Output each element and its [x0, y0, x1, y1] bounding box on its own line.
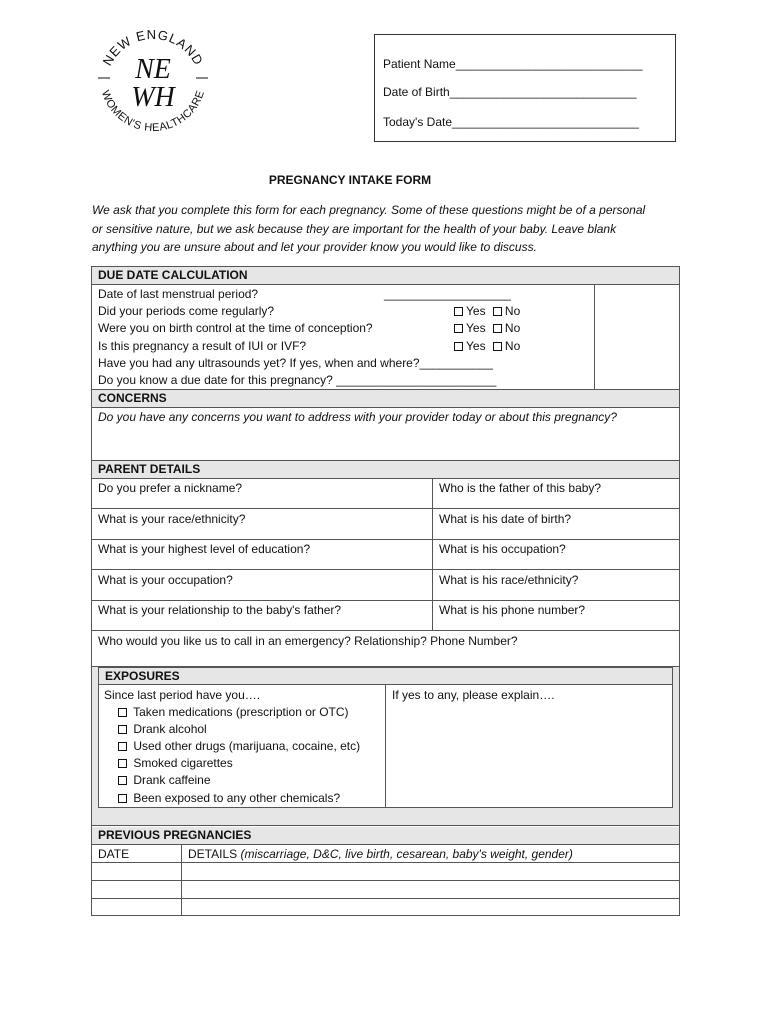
father-occupation-question[interactable]: What is his occupation? [439, 542, 566, 556]
iui-no-checkbox[interactable] [493, 342, 502, 351]
parent-details-header: PARENT DETAILS [92, 461, 679, 478]
iui-yes-checkbox[interactable] [454, 342, 463, 351]
exposure-label: Taken medications (prescription or OTC) [133, 705, 349, 719]
form-title: PREGNANCY INTAKE FORM [268, 173, 432, 187]
cigarettes-checkbox[interactable] [118, 759, 127, 768]
iui-ivf-options [448, 338, 520, 354]
exposure-label: Smoked cigarettes [133, 756, 233, 770]
regular-yes-checkbox[interactable] [454, 307, 463, 316]
education-question[interactable]: What is your highest level of education? [98, 542, 311, 556]
previous-date-cell[interactable] [92, 863, 181, 880]
iui-ivf-question: Is this pregnancy a result of IUI or IVF? [98, 339, 307, 353]
drugs-checkbox[interactable] [118, 742, 127, 751]
exposures-intro: Since last period have you…. [104, 688, 261, 702]
date-of-birth-field[interactable]: Date of Birth____________________________ [383, 85, 637, 99]
intro-line: or sensitive nature, but we ask because they are important for the health of your baby. Leave blank [92, 221, 617, 236]
previous-details-cell[interactable] [182, 899, 679, 915]
intro-line: anything you are unsure about and let your provider know you would like to discuss. [92, 240, 537, 254]
exposures-header: EXPOSURES [99, 668, 672, 684]
regular-no-checkbox[interactable] [493, 307, 502, 316]
no-label: No [504, 321, 521, 335]
yes-label: Yes [466, 321, 486, 335]
exposure-label: Drank alcohol [133, 722, 207, 736]
exposures-explain[interactable]: If yes to any, please explain…. [392, 688, 555, 702]
logo-monogram-bottom: WH [131, 82, 175, 113]
birth-control-no-checkbox[interactable] [493, 324, 502, 333]
patient-info-box [374, 34, 676, 142]
yes-label: Yes [466, 339, 486, 353]
yes-label: Yes [466, 304, 486, 318]
exposure-item [112, 790, 340, 806]
occupation-question[interactable]: What is your occupation? [98, 573, 233, 587]
intro-line: We ask that you complete this form for each pregnancy. Some of these questions might be of a personal [92, 203, 646, 217]
due-date-question[interactable]: Do you know a due date for this pregnancy? ________________________ [98, 373, 497, 387]
ultrasound-question[interactable]: Have you had any ultrasounds yet? If yes, when and where?___________ [98, 356, 493, 370]
date-column-header: DATE [98, 847, 130, 861]
father-dob-question[interactable]: What is his date of birth? [439, 512, 572, 526]
concerns-header: CONCERNS [92, 390, 679, 407]
exposure-item [112, 755, 233, 771]
exposure-item [112, 772, 211, 788]
intro-text [92, 201, 692, 257]
previous-details-cell[interactable] [182, 881, 679, 898]
exposure-label: Drank caffeine [133, 773, 211, 787]
details-note: (miscarriage, D&C, live birth, cesarean, baby's weight, gender) [240, 847, 573, 861]
exposure-item [112, 738, 360, 754]
medications-checkbox[interactable] [118, 708, 127, 717]
due-date-header: DUE DATE CALCULATION [92, 267, 679, 284]
birth-control-options [448, 320, 520, 336]
details-column-header [182, 846, 573, 862]
relationship-question[interactable]: What is your relationship to the baby's father? [98, 603, 342, 617]
details-label: DETAILS [188, 847, 238, 861]
father-phone-question[interactable]: What is his phone number? [439, 603, 586, 617]
father-question[interactable]: Who is the father of this baby? [439, 481, 602, 495]
exposure-label: Been exposed to any other chemicals? [133, 791, 341, 805]
caffeine-checkbox[interactable] [118, 776, 127, 785]
regular-periods-question: Did your periods come regularly? [98, 304, 275, 318]
birth-control-yes-checkbox[interactable] [454, 324, 463, 333]
chemicals-checkbox[interactable] [118, 794, 127, 803]
exposure-item [112, 721, 207, 737]
birth-control-question: Were you on birth control at the time of conception? [98, 321, 373, 335]
logo-top-text: NEW ENGLAND [99, 26, 207, 69]
alcohol-checkbox[interactable] [118, 725, 127, 734]
previous-date-cell[interactable] [92, 899, 181, 915]
logo-monogram-top: NE [135, 54, 171, 85]
exposure-label: Used other drugs (marijuana, cocaine, etc) [133, 739, 361, 753]
logo-bottom-text: WOMEN'S HEALTHCARE [98, 88, 208, 135]
nickname-question[interactable]: Do you prefer a nickname? [98, 481, 243, 495]
exposure-item [112, 704, 349, 720]
father-race-question[interactable]: What is his race/ethnicity? [439, 573, 579, 587]
emergency-contact-question[interactable]: Who would you like us to call in an emergency? Relationship? Phone Number? [98, 634, 518, 648]
todays-date-field[interactable]: Today's Date____________________________ [383, 115, 639, 129]
previous-pregnancies-header: PREVIOUS PREGNANCIES [92, 827, 679, 844]
previous-date-cell[interactable] [92, 881, 181, 898]
practice-logo [92, 20, 214, 142]
regular-periods-options [448, 303, 520, 319]
patient-name-field[interactable]: Patient Name____________________________ [383, 57, 643, 71]
lmp-input[interactable]: ___________________ [384, 287, 511, 301]
no-label: No [504, 304, 521, 318]
previous-details-cell[interactable] [182, 863, 679, 880]
concerns-question[interactable]: Do you have any concerns you want to address with your provider today or about this pregnancy? [98, 410, 617, 424]
no-label: No [504, 339, 521, 353]
lmp-question: Date of last menstrual period? [98, 287, 259, 301]
race-question[interactable]: What is your race/ethnicity? [98, 512, 246, 526]
